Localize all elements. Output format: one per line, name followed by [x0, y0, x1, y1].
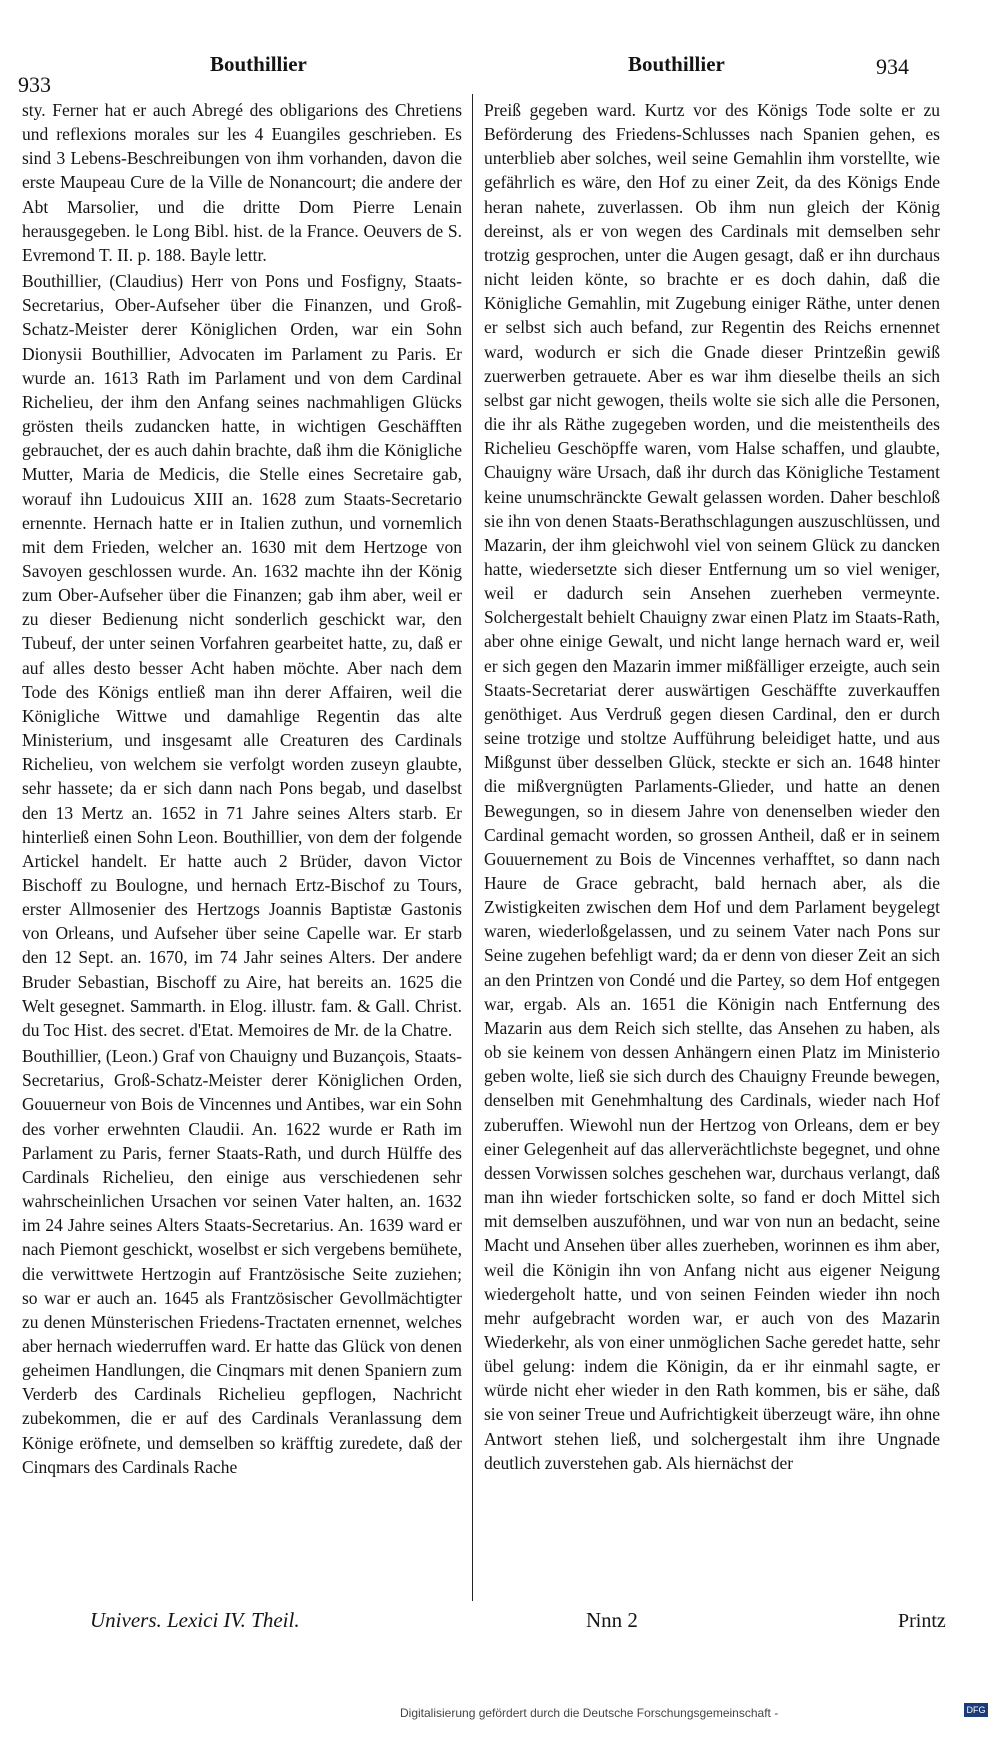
left-column — [22, 98, 462, 1479]
entry-continuation: sty. Ferner hat er auch Abregé des obligarions des Chretiens und reflexions morales sur les 4 Euangiles geschrieben. Es sind 3 Lebens-Beschreibungen von ihm vorhanden, davon die erste Maupeau Cure de la Ville de Nonancourt; die andere der Abt Marsolier, und die dritte Dom Pierre Lenain herausgegeben. le Long Bibl. hist. de la France. Oeuvers de S. Evremond T. II. p. 188. Bayle lettr. — [22, 100, 462, 265]
printer-signature: Nnn 2 — [586, 1608, 638, 1632]
entry-leon: Bouthillier, (Leon.) Graf von Chauigny und Buzançois, Staats-Secretarius, Groß-Schatz-Meister derer Königlichen Orden, Gouuerneur von Bois de Vincennes und Antibes, war ein Sohn des vorher erwehnten Claudii. An. 1622 wurde er Rath im Parlament zu Paris, ferner Staats-Rath, und durch Hülffe des Cardinals Richelieu, den einige aus verschiedenen sehr wahrscheinlichen Ursachen vor seinen Vater halten, an. 1632 im 24 Jahre seines Alters Staats-Secretarius. An. 1639 ward er nach Piemont geschickt, woselbst er sich vergebens bemühete, die verwittwete Hertzogin auf Frantzösische Seite zuziehen; so war er auch an. 1645 als Frantzösischer Gevollmächtigter zu denen Münsterischen Friedens-Tractaten ernennet, welches aber hernach wiederruffen ward. Er hatte das Glück von denen geheimen Handlungen, die Cinqmars mit denen Spaniern zum Verderb des Cardinals Richelieu gepflogen, Nachricht zubekommen, die er auf des Cardinals Veranlassung dem Könige eröfnete, und demselben so kräfftig zuredete, daß der Cinqmars des Cardinals Rache — [22, 1046, 462, 1477]
digitization-note: Digitalisierung gefördert durch die Deutsche Forschungsgemeinschaft - — [400, 1706, 779, 1720]
catchword: Printz — [898, 1610, 946, 1632]
column-divider — [472, 94, 473, 1601]
entry-leon-continued: Preiß gegeben ward. Kurtz vor des Königs Tode solte er zu Beförderung des Friedens-Schlusses nach Spanien gehen, es unterblieb aber solches, weil seine Gemahlin ihm vorstellte, wie gefährlich es wäre, den Hof zu einer Zeit, da des Königs Ende heran nahete, zuverlassen. Ob ihm nun gleich der König dereinst, als er von wegen des Cardinals mit demselben sehr trotzig gesprochen, unter die Augen gesagt, daß er ihn durchaus nicht leiden könte, so brachte er es doch dahin, daß die Königliche Gemahlin, mit Zugebung einiger Räthe, unter denen er selbst sich auch befand, zur Regentin des Reichs ernennet ward, wodurch er sich die Gnade dieser Printzeßin gewiß zuerwerben getrauete. Aber es war ihm dieselbe theils an sich selbst gar nicht gewogen, theils wolte sie sich alle die Personen, die ihr als Räthe zugegeben worden, und die meistentheils des Richelieu Geschöpffe waren, vom Halse schaffen, und glaubte, Chauigny wäre Ursach, daß ihr durch das Königliche Testament keine unumschränckte Gewalt gelassen worden. Daher beschloß sie ihn von denen Staats-Berathschlagungen auszuschlüssen, und Mazarin, der ihm gleichwohl viel von seinem Glück zu dancken hatte, wiedersetzte sich dieser Entfernung um so viel weniger, weil er dadurch sein Ansehen zuerheben vermeynte. Solchergestalt behielt Chauigny zwar einen Platz im Staats-Rath, aber ohne einige Gewalt, und nicht lange hernach ward er, weil er sich gegen den Mazarin immer mißfälliger erzeigte, auch sein Staats-Secretariat derer auswärtigen Geschäffte zuverkauffen genöthiget. Aus Verdruß gegen diesen Cardinal, den er durch seine trotzige und stoltze Aufführung beleidiget hatte, und aus Mißgunst über desselben Glück, steckte er sich an. 1648 hinter die mißvergnügten Parlaments-Glieder, und hatte an denen Bewegungen, so in diesem Jahre von denenselben wieder den Cardinal gemacht worden, so grossen Antheil, daß er in seinem Gouuernement zu Bois de Vincennes verhafftet, so dann nach Haure de Grace gebracht, bald hernach aber, als die Zwistigkeiten zwischen dem Hof und dem Parlament beygelegt waren, wiederloßgelassen, und zu seinem Vater nach Pons sur Seine zugehen befehligt ward; da er denn von dieser Zeit an sich an den Printzen von Condé und die Partey, so dem Hof entgegen war, ergab. Als an. 1651 die Königin nach Entfernung des Mazarin aus dem Reich sich stellte, das Ansehen zu haben, als ob sie keinem von dessen Anhängern einen Platz im Ministerio geben wolte, ließ sie sich durch des Chauigny Freunde bewegen, denselben mit Genehmhaltung des Cardinals, wieder nach Hof zuberuffen. Wiewohl nun der Hertzog von Orleans, dem er bey einer Gelegenheit auf das allerverächtlichste begegnet, und ohne dessen Vorwissen solches geschehen war, durchaus verlangt, daß man ihn wieder fortschicken solte, so fand er doch Mittel sich mit demselben auszuföhnen, und war von nun an bedacht, seine Macht und Ansehen über alles zuerheben, worinnen es ihm aber, weil die Königin ihn von Anfang nicht aus eigener Neigung wiedergeholt hatte, und von seinen Feinden wieder ihn noch mehr aufgebracht worden war, er auch von des Mazarin Wiederkehr, als von einer unmöglichen Sache geredet hatte, sehr übel gelung: indem die Königin, da er ihr einmahl sagte, er würde nicht eher wieder in den Rath kommen, bis er sähe, daß sie von seiner Treue und Aufrichtigkeit überzeugt wäre, ihn ohne Antwort stehen ließ, und solchergestalt ihm ihre Ungnade deutlich zuverstehen gab. Als hiernächst der — [484, 100, 940, 1473]
volume-footer: Univers. Lexici IV. Theil. — [90, 1608, 300, 1632]
right-column — [484, 98, 940, 1475]
page-number-left: 933 — [18, 72, 51, 97]
running-head-left: Bouthillier — [210, 52, 307, 76]
dfg-logo: DFG — [964, 1703, 988, 1717]
entry-claudius: Bouthillier, (Claudius) Herr von Pons und Fosfigny, Staats-Secretarius, Ober-Aufseher über die Finanzen, und Groß-Schatz-Meister derer Königlichen Orden, war ein Sohn Dionysii Bouthillier, Advocaten im Parlament zu Paris. Er wurde an. 1613 Rath im Parlament und von dem Cardinal Richelieu, der ihm den Anfang seines nachmahligen Glücks grösten theils zudancken hatte, in wichtigen Geschäfften gebrauchet, der es auch dahin brachte, daß ihm die Königliche Mutter, Maria de Medicis, die Stelle eines Secretaire gab, worauf ihn Ludouicus XIII an. 1628 zum Staats-Secretario ernennte. Hernach hatte er in Italien zuthun, und vornemlich mit dem Frieden, welcher an. 1630 mit dem Hertzoge von Savoyen geschlossen wurde. An. 1632 machte ihn der König zum Ober-Aufseher über die Finanzen; gab ihm aber, weil er zu dieser Bedienung nicht sonderlich geschickt war, den Tubeuf, der unter seinen Vorfahren gearbeitet hatte, zu, daß er auf alles desto besser Acht haben möchte. Aber nach dem Tode des Königs entließ man ihn derer Affairen, weil die Königliche Wittwe und damahlige Regentin das alte Ministerium, und insgesamt alle Creaturen des Cardinals Richelieu, von welchem sie verfolgt worden zuseyn glaubte, sehr hassete; da er sich dann nach Pons begab, und daselbst den 13 Mertz an. 1652 in 71 Jahre seines Alters starb. Er hinterließ einen Sohn Leon. Bouthillier, von dem der folgende Artickel handelt. Er hatte auch 2 Brüder, davon Victor Bischoff zu Boulogne, und hernach Ertz-Bischof zu Tours, erster Allmosenier des Hertzogs Joannis Baptistæ Gastonis von Orleans, und Aufseher über seine Capelle war. Er starb den 12 Sept. an. 1670, im 74 Jahr seines Alters. Der andere Bruder Sebastian, Bischoff zu Aire, hat bereits an. 1625 die Welt gesegnet. Sammarth. in Elog. illustr. fam. & Gall. Christ. du Toc Hist. des secret. d'Etat. Memoires de Mr. de la Chatre. — [22, 271, 462, 1040]
page-number-right: 934 — [876, 54, 909, 79]
running-head-right: Bouthillier — [628, 52, 725, 76]
